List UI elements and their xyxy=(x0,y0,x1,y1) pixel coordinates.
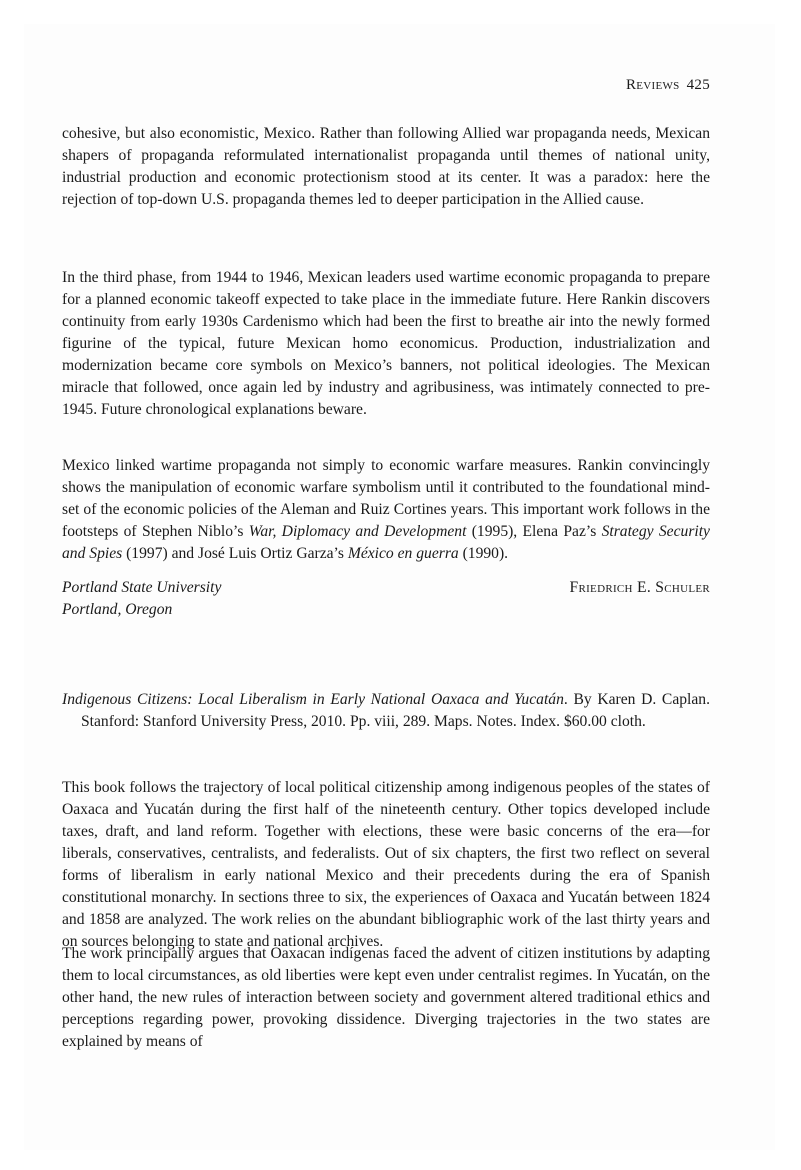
review2-paragraph-2: The work principally argues that Oaxacan indígenas faced the advent of citizen institutions by adapting them to local circumstances, as old liberties were kept even under centralist regimes. In Yucatán, on the other hand, the new rules of interaction between society and government altered traditional ethics and perceptions regarding power, provoking dissidence. Diverging trajectories in the two states are explained by means of xyxy=(62,945,710,1050)
running-head-section: Reviews xyxy=(625,77,680,93)
book-details: . By Karen D. Caplan. Stanford: Stanford University Press, 2010. Pp. viii, 289. Maps. Notes. Index. $60.00 cloth. xyxy=(81,691,711,730)
review1-paragraph-2: In the third phase, from 1944 to 1946, Mexican leaders used wartime economic propaganda to prepare for a planned economic takeoff expected to take place in the immediate future. Here Rankin discovers continuity from early 1930s Cardenismo which had been the first to breathe air into the newly formed figurine of the typical, future Mexican homo economicus. Production, industrialization and modernization became core symbols on Mexico’s banners, not political ideologies. The Mexican miracle that followed, once again led by industry and agribusiness, was intimately connected to pre-1945. Future chronological explanations beware. xyxy=(62,269,710,418)
review1-paragraph-1: cohesive, but also economistic, Mexico. Rather than following Allied war propaganda needs, Mexican shapers of propaganda reformulated internationalist propaganda until themes of national unity, industrial production and economic protectionism stood at its center. It was a paradox: here the rejection of top-down U.S. propaganda themes led to deeper participation in the Allied cause. xyxy=(62,125,710,208)
running-head xyxy=(626,74,710,96)
reviewer-institution: Portland State University xyxy=(62,579,222,596)
journal-page xyxy=(24,24,775,1150)
cited-title-mexico-en-guerra: México en guerra xyxy=(347,545,459,562)
p3-text-2: (1995), Elena Paz’s xyxy=(466,523,602,540)
p3-text-1: Mexico linked wartime propaganda not simply to economic warfare measures. Rankin convincingly shows the manipulation of economic warfare symbolism until it contributed to the foundational mind-set of the economic policies of the Aleman and Ruiz Cortines years. This important work follows in the footsteps of Stephen Niblo’s xyxy=(62,457,710,540)
book-citation xyxy=(62,689,710,733)
reviewer-location: Portland, Oregon xyxy=(62,601,173,618)
cited-title-strategy-security: Strategy Security and Spies xyxy=(62,523,710,562)
review1-paragraph-3 xyxy=(62,455,710,565)
review2-paragraph-1: This book follows the trajectory of local political citizenship among indigenous peoples of the states of Oaxaca and Yucatán during the first half of the nineteenth century. Other topics developed include taxes, draft, and land reform. Together with elections, these were basic concerns of the era—for liberals, conservatives, centralists, and federalists. Out of six chapters, the first two reflect on several forms of liberalism in early national Mexico and their precedents during the era of Spanish constitutional monarchy. In sections three to six, the experiences of Oaxaca and Yucatán between 1824 and 1858 are analyzed. The work relies on the abundant bibliographic work of the last thirty years and on sources belonging to state and national archives. xyxy=(62,779,710,950)
page-number: 425 xyxy=(686,77,710,93)
cited-title-war-diplomacy: War, Diplomacy and Development xyxy=(248,523,467,540)
p3-text-3: (1997) and José Luis Ortiz Garza’s xyxy=(122,545,348,562)
book-title: Indigenous Citizens: Local Liberalism in Early National Oaxaca and Yucatán xyxy=(62,691,564,708)
reviewer-name: Friedrich E. Schuler xyxy=(569,579,710,596)
p3-text-4: (1990). xyxy=(458,545,509,562)
reviewer-signature xyxy=(62,577,710,621)
